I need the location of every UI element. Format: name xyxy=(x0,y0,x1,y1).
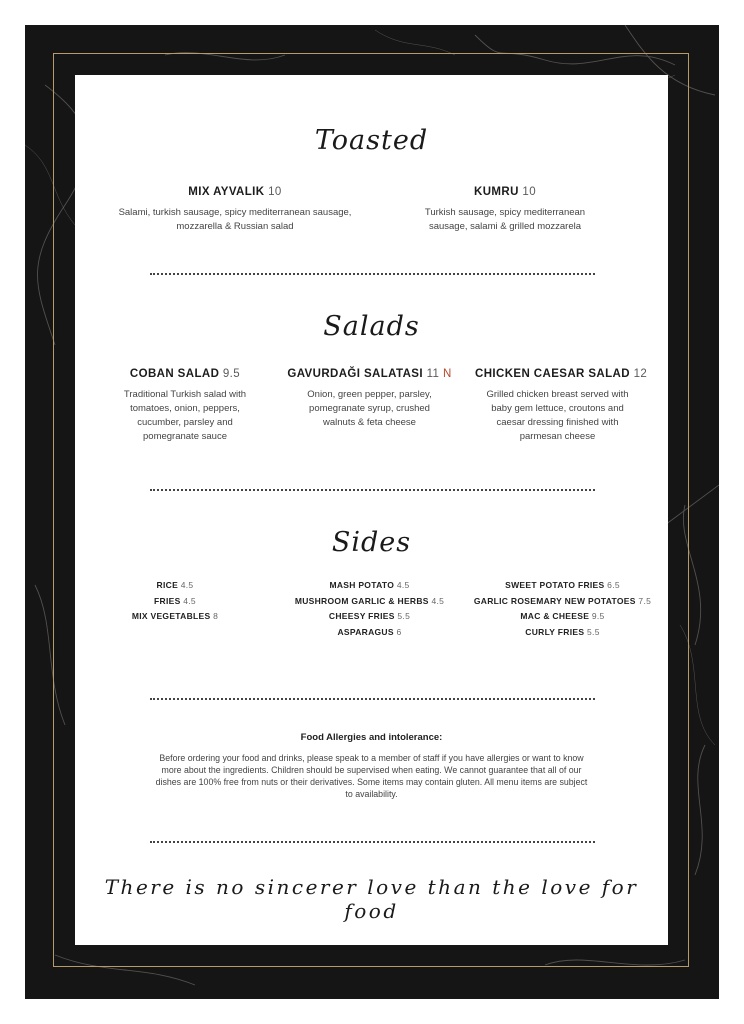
menu-item-chicken-caesar-salad xyxy=(475,368,648,444)
dotted-divider xyxy=(150,698,595,700)
side-item: FRIES 4.5 xyxy=(154,595,196,606)
side-item: MIX VEGETABLES 8 xyxy=(131,611,219,621)
side-item: ASPARAGUS 6 xyxy=(337,626,402,637)
sides-column-3 xyxy=(470,578,655,640)
side-item: MUSHROOM GARLIC & HERBS 4.5 xyxy=(294,595,445,606)
nut-marker: N xyxy=(442,368,452,380)
item-description: Traditional Turkish salad with tomatoes, onion, peppers, cucumber, parsley and pomegranate sauce xyxy=(123,389,247,442)
item-name: GAVURDAĞI SALATASI xyxy=(287,368,423,380)
dotted-divider xyxy=(150,489,595,491)
side-item: GARLIC ROSEMARY NEW POTATOES 7.5 xyxy=(473,595,652,606)
tagline: There is no sincerer love than the love for food xyxy=(104,875,639,923)
dotted-divider xyxy=(150,841,595,843)
side-item: SWEET POTATO FRIES 6.5 xyxy=(505,580,620,590)
allergy-title: Food Allergies and intolerance: xyxy=(300,732,443,743)
item-description: Onion, green pepper, parsley, pomegranate syrup, crushed walnuts & feta cheese xyxy=(307,389,432,428)
menu-item-gavurdagi-salatasi xyxy=(287,368,452,430)
item-price: 9.5 xyxy=(222,368,241,380)
menu-item-coban-salad xyxy=(115,368,255,444)
side-item: CHEESY FRIES 5.5 xyxy=(328,611,411,621)
item-name: COBAN SALAD xyxy=(129,368,220,380)
sides-column-2 xyxy=(287,578,452,640)
side-item: RICE 4.5 xyxy=(156,580,194,590)
item-price: 12 xyxy=(633,368,648,380)
menu-paper xyxy=(75,75,668,945)
item-description: Salami, turkish sausage, spicy mediterranean sausage, mozzarella & Russian salad xyxy=(118,207,352,232)
menu-item-mix-ayvalik xyxy=(115,186,355,234)
section-title-sides: Sides xyxy=(331,527,412,558)
side-item: MAC & CHEESE 9.5 xyxy=(520,611,605,621)
side-item: CURLY FRIES 5.5 xyxy=(525,626,600,637)
item-name: KUMRU xyxy=(473,186,519,198)
allergy-text: Before ordering your food and drinks, please speak to a member of staff if you have allergies or want to know more about the ingredients. Children should be supervised when eating. We cannot guarantee that all of our dishes are 100% free from nuts or their derivatives. Some items may contain gluten. All menu items are subject to availability. xyxy=(155,753,588,799)
item-price: 11 xyxy=(426,368,440,380)
section-title-toasted: Toasted xyxy=(314,125,429,156)
section-title-salads: Salads xyxy=(323,311,420,342)
side-item: MASH POTATO 4.5 xyxy=(329,580,410,590)
item-description: Turkish sausage, spicy mediterranean sausage, salami & grilled mozzarela xyxy=(424,207,586,232)
item-description: Grilled chicken breast served with baby gem lettuce, croutons and caesar dressing finished with parmesan cheese xyxy=(486,389,629,442)
menu-item-kumru xyxy=(405,186,605,234)
item-price: 10 xyxy=(522,186,536,198)
item-price: 10 xyxy=(268,186,282,198)
sides-column-1 xyxy=(115,578,235,625)
item-name: MIX AYVALIK xyxy=(188,186,265,198)
item-name: CHICKEN CAESAR SALAD xyxy=(475,368,630,380)
dotted-divider xyxy=(150,273,595,275)
